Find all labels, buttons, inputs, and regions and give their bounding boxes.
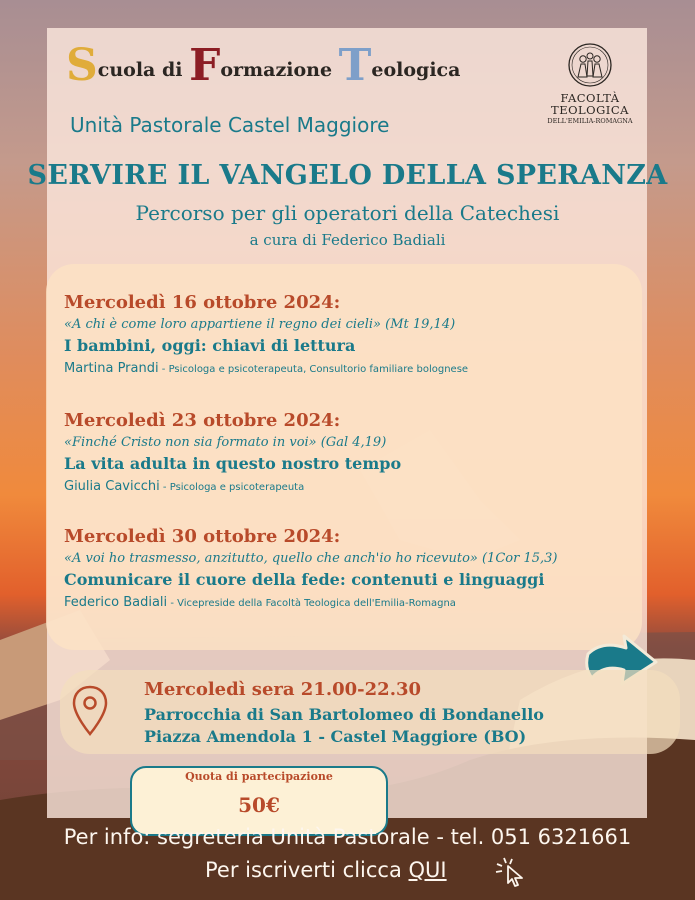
event-item — [64, 292, 468, 376]
page-title: SERVIRE IL VANGELO DELLA SPERANZA — [27, 160, 668, 191]
seal-icon — [567, 42, 613, 88]
event-speaker: Federico Badiali - Vicepreside della Facoltà Teologica dell'Emilia-Romagna — [64, 595, 456, 610]
event-quote: «A chi è come loro appartiene il regno dei cieli» (Mt 19,14) — [64, 317, 456, 332]
contact-info: Per info: segreteria Unità Pastorale - tel. 051 6321661 — [63, 825, 632, 849]
curator-line: a cura di Federico Badiali — [249, 231, 446, 249]
location-pin-icon — [70, 684, 110, 738]
event-talk-title: I bambini, oggi: chiavi di lettura — [64, 336, 356, 355]
event-item — [64, 526, 557, 610]
click-cursor-icon — [494, 856, 528, 888]
fee-label: Quota di partecipazione — [185, 770, 333, 783]
event-speaker: Martina Prandi - Psicologa e psicoterapeuta, Consultorio familiare bolognese — [64, 361, 469, 376]
event-talk-title: Comunicare il cuore della fede: contenuti e linguaggi — [64, 570, 545, 589]
venue-address: Piazza Amendola 1 - Castel Maggiore (BO) — [144, 727, 527, 746]
event-quote: «Finché Cristo non sia formato in voi» (Gal 4,19) — [64, 435, 387, 450]
event-item — [64, 410, 401, 494]
page-subtitle: Percorso per gli operatori della Catechesi — [135, 201, 560, 225]
event-date: Mercoledì 16 ottobre 2024: — [64, 292, 341, 313]
pastoral-unit: Unità Pastorale Castel Maggiore — [70, 113, 390, 137]
event-speaker: Giulia Cavicchi - Psicologa e psicoterapeuta — [64, 479, 305, 494]
event-quote: «A voi ho trasmesso, anzitutto, quello che anch'io ho ricevuto» (1Cor 15,3) — [64, 551, 558, 566]
school-name: Scuola di Formazione Teologica — [66, 40, 461, 91]
signup-line: Per iscriverti clicca QUI — [205, 858, 447, 882]
event-date: Mercoledì 30 ottobre 2024: — [64, 526, 341, 547]
signup-link[interactable]: QUI — [408, 858, 447, 882]
fee-value: 50€ — [238, 793, 280, 817]
event-date: Mercoledì 23 ottobre 2024: — [64, 410, 341, 431]
faculty-logo: FACOLTÀ TEOLOGICA DELL'EMILIA-ROMAGNA — [540, 42, 640, 126]
event-time: Mercoledì sera 21.00-22.30 — [144, 679, 422, 700]
event-talk-title: La vita adulta in questo nostro tempo — [64, 454, 402, 473]
venue-name: Parrocchia di San Bartolomeo di Bondanello — [144, 705, 544, 724]
